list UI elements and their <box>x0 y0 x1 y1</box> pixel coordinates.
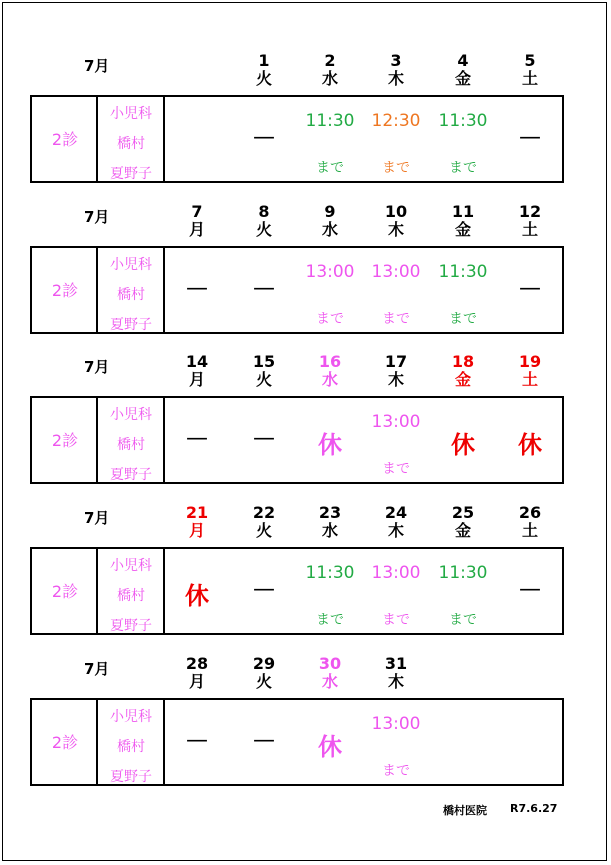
day-of-week: 金 <box>454 370 471 389</box>
hours-until: 11:30 <box>438 563 488 583</box>
day-header <box>310 203 350 239</box>
day-of-week: 水 <box>321 69 338 88</box>
holiday-mark: 休 <box>318 431 342 459</box>
day-number: 28 <box>185 654 209 673</box>
day-header <box>510 203 550 239</box>
day-of-week: 火 <box>255 672 272 691</box>
day-number: 17 <box>384 352 408 371</box>
day-number: 25 <box>451 503 475 522</box>
schedule-row <box>30 698 564 786</box>
closed-dash: — <box>519 577 541 602</box>
doctor-line: 橋村 <box>117 437 145 453</box>
day-header <box>177 504 217 540</box>
month-label: 7月 <box>84 57 110 75</box>
closed-dash: — <box>253 276 275 301</box>
doctor-line: 小児科 <box>110 709 152 725</box>
day-header <box>244 504 284 540</box>
day-of-week: 木 <box>387 69 404 88</box>
day-of-week: 水 <box>321 521 338 540</box>
day-number: 5 <box>524 51 536 70</box>
footer-clinic-name: 橋村医院 <box>443 804 487 817</box>
doctor-line: 小児科 <box>110 257 152 273</box>
day-number: 8 <box>258 202 270 221</box>
day-header <box>244 655 284 691</box>
hours-suffix: まで <box>382 763 410 779</box>
doctor-line: 夏野子 <box>110 317 152 333</box>
day-number: 23 <box>318 503 342 522</box>
month-label: 7月 <box>84 660 110 678</box>
day-number: 2 <box>324 51 336 70</box>
hours-suffix: まで <box>316 612 344 628</box>
clinic-label: 2診 <box>51 582 79 601</box>
day-of-week: 火 <box>255 370 272 389</box>
day-header <box>443 504 483 540</box>
day-header <box>376 504 416 540</box>
hours-until: 13:00 <box>371 262 421 282</box>
closed-dash: — <box>253 125 275 150</box>
day-number: 4 <box>457 51 469 70</box>
hours-until: 11:30 <box>305 563 355 583</box>
holiday-mark: 休 <box>318 733 342 761</box>
closed-dash: — <box>253 577 275 602</box>
day-number: 29 <box>252 654 276 673</box>
week-block <box>0 651 611 791</box>
week-block <box>0 48 611 188</box>
closed-dash: — <box>186 426 208 451</box>
day-of-week: 金 <box>454 69 471 88</box>
day-number: 16 <box>318 352 342 371</box>
schedule-row <box>30 396 564 484</box>
day-number: 12 <box>518 202 542 221</box>
day-number: 31 <box>384 654 408 673</box>
hours-suffix: まで <box>449 311 477 327</box>
hours-suffix: まで <box>382 160 410 176</box>
day-number: 30 <box>318 654 342 673</box>
doctor-line: 夏野子 <box>110 618 152 634</box>
hours-suffix: まで <box>316 311 344 327</box>
day-number: 1 <box>258 51 270 70</box>
closed-dash: — <box>186 728 208 753</box>
doctor-line: 夏野子 <box>110 467 152 483</box>
day-number: 26 <box>518 503 542 522</box>
day-of-week: 月 <box>188 370 205 389</box>
week-block <box>0 500 611 640</box>
day-of-week: 月 <box>188 521 205 540</box>
day-header <box>310 52 350 88</box>
day-of-week: 土 <box>521 69 538 88</box>
day-header <box>244 353 284 389</box>
holiday-mark: 休 <box>185 582 209 610</box>
month-label: 7月 <box>84 509 110 527</box>
hours-until: 11:30 <box>438 262 488 282</box>
day-header <box>376 353 416 389</box>
day-header <box>310 353 350 389</box>
day-of-week: 水 <box>321 220 338 239</box>
day-header <box>443 203 483 239</box>
clinic-label: 2診 <box>51 431 79 450</box>
day-header <box>443 353 483 389</box>
day-of-week: 木 <box>387 370 404 389</box>
doctor-line: 小児科 <box>110 558 152 574</box>
doctor-line: 橋村 <box>117 136 145 152</box>
hours-suffix: まで <box>382 461 410 477</box>
holiday-mark: 休 <box>518 431 542 459</box>
day-of-week: 土 <box>521 220 538 239</box>
day-number: 9 <box>324 202 336 221</box>
week-block <box>0 199 611 339</box>
hours-until: 11:30 <box>438 111 488 131</box>
day-header <box>244 52 284 88</box>
day-number: 15 <box>252 352 276 371</box>
day-header <box>177 203 217 239</box>
doctor-line: 小児科 <box>110 407 152 423</box>
closed-dash: — <box>519 125 541 150</box>
day-of-week: 月 <box>188 672 205 691</box>
hours-suffix: まで <box>382 612 410 628</box>
day-of-week: 土 <box>521 521 538 540</box>
day-number: 21 <box>185 503 209 522</box>
clinic-label: 2診 <box>51 130 79 149</box>
doctor-line: 小児科 <box>110 106 152 122</box>
day-of-week: 火 <box>255 521 272 540</box>
hours-until: 13:00 <box>305 262 355 282</box>
day-of-week: 土 <box>521 370 538 389</box>
hours-suffix: まで <box>382 311 410 327</box>
day-header <box>244 203 284 239</box>
clinic-label: 2診 <box>51 733 79 752</box>
day-of-week: 月 <box>188 220 205 239</box>
day-of-week: 火 <box>255 220 272 239</box>
day-header <box>310 504 350 540</box>
month-label: 7月 <box>84 358 110 376</box>
day-of-week: 木 <box>387 672 404 691</box>
day-of-week: 水 <box>321 370 338 389</box>
closed-dash: — <box>253 728 275 753</box>
hours-until: 11:30 <box>305 111 355 131</box>
hours-suffix: まで <box>449 160 477 176</box>
schedule-row <box>30 547 564 635</box>
day-header <box>376 203 416 239</box>
schedule-row <box>30 246 564 334</box>
hours-until: 12:30 <box>371 111 421 131</box>
closed-dash: — <box>253 426 275 451</box>
day-header <box>177 353 217 389</box>
doctor-line: 橋村 <box>117 739 145 755</box>
doctor-line: 夏野子 <box>110 166 152 182</box>
day-header <box>376 655 416 691</box>
day-of-week: 金 <box>454 521 471 540</box>
day-header <box>310 655 350 691</box>
doctor-line: 橋村 <box>117 588 145 604</box>
clinic-label: 2診 <box>51 281 79 300</box>
day-header <box>376 52 416 88</box>
day-number: 10 <box>384 202 408 221</box>
doctor-line: 夏野子 <box>110 769 152 785</box>
day-of-week: 金 <box>454 220 471 239</box>
footer-date: R7.6.27 <box>510 802 558 815</box>
holiday-mark: 休 <box>451 431 475 459</box>
day-of-week: 木 <box>387 521 404 540</box>
hours-until: 13:00 <box>371 412 421 432</box>
day-number: 22 <box>252 503 276 522</box>
day-header <box>510 504 550 540</box>
day-of-week: 木 <box>387 220 404 239</box>
closed-dash: — <box>186 276 208 301</box>
hours-until: 13:00 <box>371 563 421 583</box>
doctor-line: 橋村 <box>117 287 145 303</box>
day-header <box>443 52 483 88</box>
day-number: 24 <box>384 503 408 522</box>
closed-dash: — <box>519 276 541 301</box>
hours-suffix: まで <box>316 160 344 176</box>
day-number: 7 <box>191 202 203 221</box>
day-number: 11 <box>451 202 475 221</box>
schedule-row <box>30 95 564 183</box>
week-block <box>0 349 611 489</box>
day-of-week: 水 <box>321 672 338 691</box>
day-header <box>510 52 550 88</box>
day-header <box>177 655 217 691</box>
day-number: 18 <box>451 352 475 371</box>
day-number: 14 <box>185 352 209 371</box>
day-of-week: 火 <box>255 69 272 88</box>
hours-suffix: まで <box>449 612 477 628</box>
day-number: 19 <box>518 352 542 371</box>
month-label: 7月 <box>84 208 110 226</box>
hours-until: 13:00 <box>371 714 421 734</box>
day-number: 3 <box>390 51 402 70</box>
day-header <box>510 353 550 389</box>
